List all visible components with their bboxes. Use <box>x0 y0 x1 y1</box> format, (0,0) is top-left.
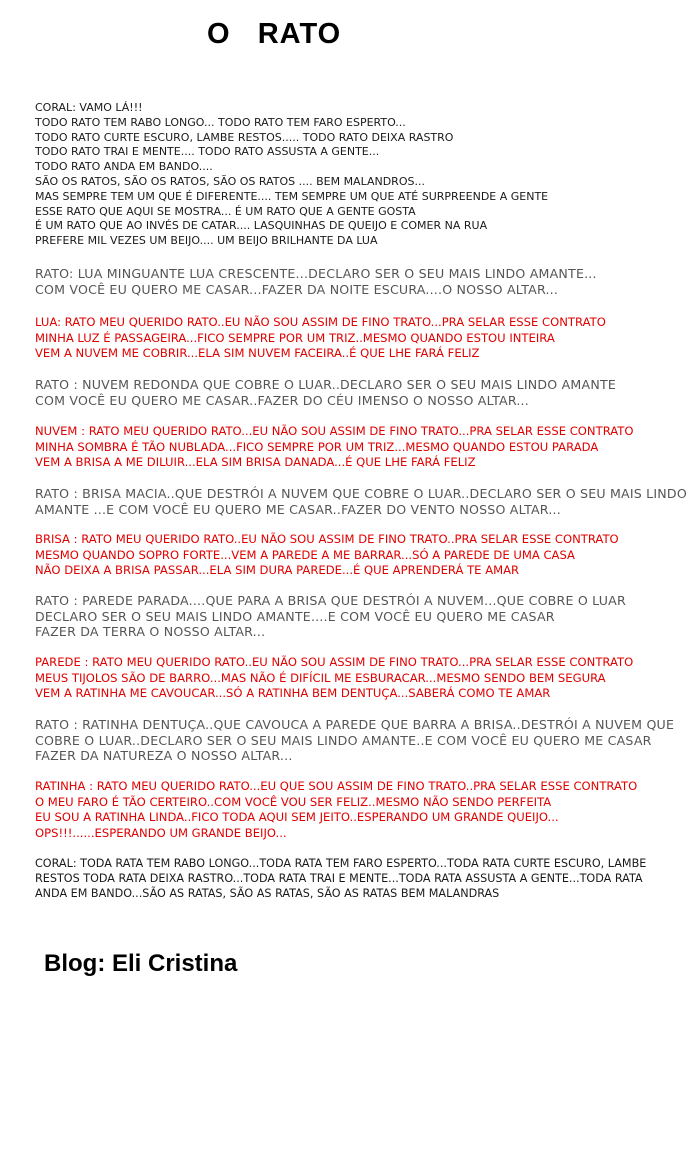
stanza-4 <box>35 377 685 408</box>
poem-line: MESMO QUANDO SOPRO FORTE...VEM A PAREDE A ME BARRAR...SÓ A PAREDE DE UMA CASA <box>35 547 575 562</box>
poem-line: RATO : PAREDE PARADA....QUE PARA A BRISA QUE DESTRÓI A NUVEM...QUE COBRE O LUAR <box>35 593 626 608</box>
poem-line: VEM A NUVEM ME COBRIR...ELA SIM NUVEM FACEIRA..É QUE LHE FARÁ FELIZ <box>35 346 480 361</box>
stanza-2 <box>35 266 685 297</box>
poem-line: FAZER DA TERRA O NOSSO ALTAR... <box>35 624 266 640</box>
poem-line: OPS!!!......ESPERANDO UM GRANDE BEIJO... <box>35 825 287 840</box>
poem-line: RATINHA : RATO MEU QUERIDO RATO...EU QUE SOU ASSIM DE FINO TRATO..PRA SELAR ESSE CONTRATO <box>35 779 638 793</box>
poem-line: ANDA EM BANDO...SÃO AS RATAS, SÃO AS RATAS, SÃO AS RATAS BEM MALANDRAS <box>35 887 500 901</box>
stanza-1 <box>35 101 685 249</box>
poem-line: SÃO OS RATOS, SÃO OS RATOS, SÃO OS RATOS .... BEM MALANDROS... <box>35 174 425 188</box>
stanza-5 <box>35 424 685 471</box>
poem-line: RATO: LUA MINGUANTE LUA CRESCENTE...DECLARO SER O SEU MAIS LINDO AMANTE... <box>35 266 597 281</box>
poem-line: TODO RATO TEM RABO LONGO... TODO RATO TEM FARO ESPERTO... <box>35 115 406 129</box>
poem-line: CORAL: VAMO LÁ!!! <box>35 101 143 114</box>
stanza-8 <box>35 593 685 640</box>
stanza-11 <box>35 779 685 841</box>
stanza-9 <box>35 655 685 702</box>
poem-line: COBRE O LUAR..DECLARO SER O SEU MAIS LINDO AMANTE..E COM VOCÊ EU QUERO ME CASAR <box>35 732 652 748</box>
stanza-10 <box>35 717 685 764</box>
stanza-7 <box>35 532 685 579</box>
poem-line: AMANTE ...E COM VOCÊ EU QUERO ME CASAR..FAZER DO VENTO NOSSO ALTAR... <box>35 501 561 517</box>
poem-line: RATO : NUVEM REDONDA QUE COBRE O LUAR..DECLARO SER O SEU MAIS LINDO AMANTE <box>35 377 616 392</box>
page-title: O RATO <box>207 18 342 50</box>
poem-line: LUA: RATO MEU QUERIDO RATO..EU NÃO SOU ASSIM DE FINO TRATO...PRA SELAR ESSE CONTRATO <box>35 315 606 329</box>
stanza-6 <box>35 486 685 517</box>
poem-line: TODO RATO ANDA EM BANDO.... <box>35 160 213 174</box>
poem-line: COM VOCÊ EU QUERO ME CASAR..FAZER DO CÉU IMENSO O NOSSO ALTAR... <box>35 392 529 408</box>
poem-line: É UM RATO QUE AO INVÉS DE CATAR.... LASQUINHAS DE QUEIJO E COMER NA RUA <box>35 219 488 233</box>
poem-line: MINHA LUZ É PASSAGEIRA...FICO SEMPRE POR UM TRIZ..MESMO QUANDO ESTOU INTEIRA <box>35 330 555 345</box>
poem-line: PREFERE MIL VEZES UM BEIJO.... UM BEIJO BRILHANTE DA LUA <box>35 234 378 248</box>
poem-line: DECLARO SER O SEU MAIS LINDO AMANTE....E COM VOCÊ EU QUERO ME CASAR <box>35 608 555 624</box>
poem-line: RATO : BRISA MACIA..QUE DESTRÓI A NUVEM QUE COBRE O LUAR..DECLARO SER O SEU MAIS LINDO <box>35 486 687 501</box>
poem-line: TODO RATO CURTE ESCURO, LAMBE RESTOS..... TODO RATO DEIXA RASTRO <box>35 130 454 144</box>
poem-line: COM VOCÊ EU QUERO ME CASAR...FAZER DA NOITE ESCURA....O NOSSO ALTAR... <box>35 281 559 297</box>
poem-line: PAREDE : RATO MEU QUERIDO RATO..EU NÃO SOU ASSIM DE FINO TRATO...PRA SELAR ESSE CONTRATO <box>35 655 634 669</box>
stanza-3 <box>35 315 685 362</box>
poem-line: VEM A RATINHA ME CAVOUCAR...SÓ A RATINHA BEM DENTUÇA...SABERÁ COMO TE AMAR <box>35 686 551 701</box>
poem-line: MEUS TIJOLOS SÃO DE BARRO...MAS NÃO É DIFÍCIL ME ESBURACAR...MESMO SENDO BEM SEGURA <box>35 670 606 685</box>
poem-line: VEM A BRISA A ME DILUIR...ELA SIM BRISA DANADA...É QUE LHE FARÁ FELIZ <box>35 455 476 470</box>
blog-credit: Blog: Eli Cristina <box>44 950 238 977</box>
poem-line: BRISA : RATO MEU QUERIDO RATO..EU NÃO SOU ASSIM DE FINO TRATO..PRA SELAR ESSE CONTRATO <box>35 532 619 546</box>
poem-line: ESSE RATO QUE AQUI SE MOSTRA... É UM RATO QUE A GENTE GOSTA <box>35 204 416 218</box>
poem-line: MINHA SOMBRA É TÃO NUBLADA...FICO SEMPRE POR UM TRIZ...MESMO QUANDO ESTOU PARADA <box>35 439 599 454</box>
stanza-12 <box>35 856 685 902</box>
poem-line: MAS SEMPRE TEM UM QUE É DIFERENTE.... TEM SEMPRE UM QUE ATÉ SURPREENDE A GENTE <box>35 189 549 203</box>
poem-line: O MEU FARO É TÃO CERTEIRO..COM VOCÊ VOU SER FELIZ..MESMO NÃO SENDO PERFEITA <box>35 794 552 809</box>
poem-line: EU SOU A RATINHA LINDA..FICO TODA AQUI SEM JEITO..ESPERANDO UM GRANDE QUEIJO... <box>35 810 559 825</box>
poem-line: RATO : RATINHA DENTUÇA..QUE CAVOUCA A PAREDE QUE BARRA A BRISA..DESTRÓI A NUVEM QUE <box>35 717 675 732</box>
poem-line: CORAL: TODA RATA TEM RABO LONGO...TODA RATA TEM FARO ESPERTO...TODA RATA CURTE ESCURO, LAMBE <box>35 857 647 870</box>
poem-line: NUVEM : RATO MEU QUERIDO RATO...EU NÃO SOU ASSIM DE FINO TRATO...PRA SELAR ESSE CONTRATO <box>35 424 634 438</box>
poem-line: RESTOS TODA RATA DEIXA RASTRO...TODA RATA TRAI E MENTE...TODA RATA ASSUSTA A GENTE...TODA RATA <box>35 872 643 886</box>
poem-line: FAZER DA NATUREZA O NOSSO ALTAR... <box>35 748 293 764</box>
poem-line: TODO RATO TRAI E MENTE.... TODO RATO ASSUSTA A GENTE... <box>35 145 380 159</box>
poem-line: NÃO DEIXA A BRISA PASSAR...ELA SIM DURA PAREDE...É QUE APRENDERÁ TE AMAR <box>35 563 520 578</box>
